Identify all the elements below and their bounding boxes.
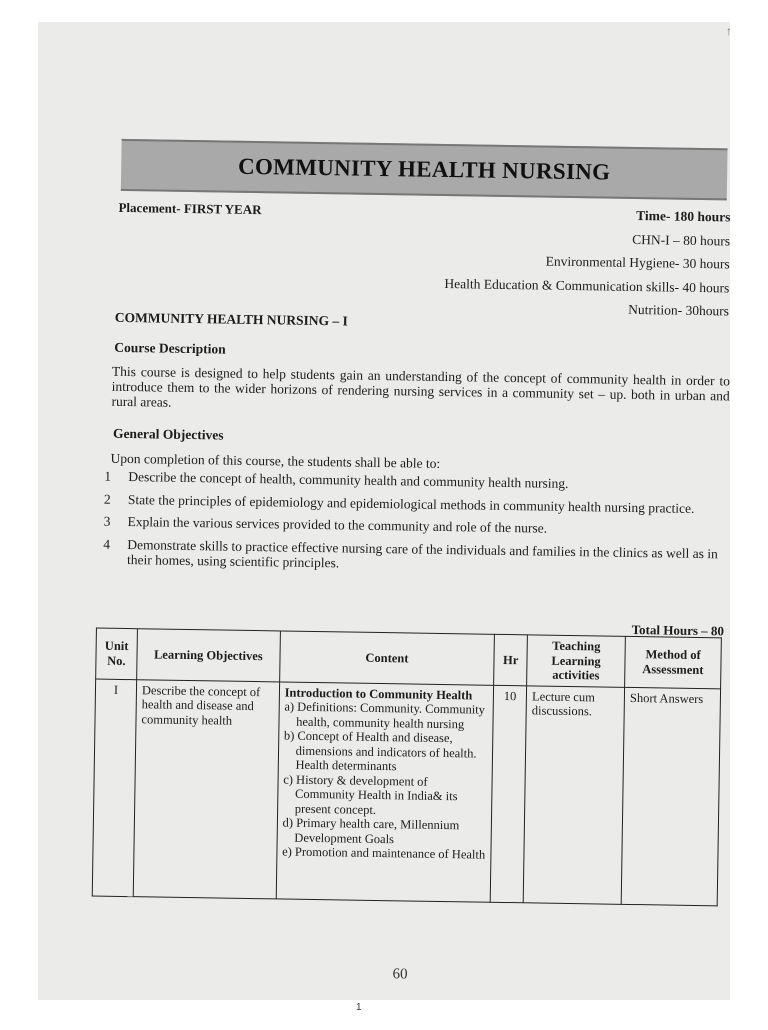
content-item: c) History & development of Community Health in India& its present concept. [283,772,458,817]
course-description-text: This course is designed to help students gain an understanding of the concept of community health in order to introduce them to the wider horizons of rendering nursing services in a community set – up. both in urban and rural areas. [111,363,731,410]
content-item: a) Definitions: Community. Community health, community health nursing [284,699,486,731]
objective-text: Explain the various services provided to the community and role of the nurse. [127,514,548,536]
course-table [92,628,722,906]
header-assessment: Method of Assessment [625,636,722,688]
environmental-hygiene-hours: Environmental Hygiene- 30 hours [545,253,730,272]
cell-objectives: Describe the concept of health and disease and community health [133,679,279,898]
cell-activities: Lecture cum discussions. [523,685,624,904]
objective-item [99,536,727,577]
content-item: d) Primary health care, Millennium Development Goals [282,815,460,846]
objective-number: 3 [103,513,111,529]
cell-hr: 10 [490,685,526,902]
objective-number: 2 [103,491,111,507]
header-hr: Hr [494,634,528,685]
general-objectives-heading: General Objectives [112,425,224,443]
health-education-hours: Health Education & Communication skills- 40 hours [444,275,730,295]
content-title: Introduction to Community Health [284,685,473,702]
header-teaching-activities: Teaching Learning activities [527,635,626,687]
objective-number: 1 [104,468,112,484]
objective-number: 4 [103,536,111,552]
chn1-hours: CHN-I – 80 hours [632,231,731,248]
total-time: Time- 180 hours [636,207,731,225]
cell-content [276,681,494,901]
page-number: 60 [392,966,408,983]
objective-text: Demonstrate skills to practice effective nursing care of the individuals and families in the clinics as well as in their homes, using scientific principles. [126,536,718,571]
objectives-list [99,469,729,584]
header-learning-objectives: Learning Objectives [137,629,280,682]
header-unit: Unit No. [96,628,138,679]
total-hours: Total Hours – 80 [631,621,725,639]
objective-item [100,514,728,539]
bottom-mark: 1 [356,1002,362,1013]
objective-text: Describe the concept of health, community health and community health nursing. [128,469,569,491]
objectives-intro: Upon completion of this course, the students shall be able to: [110,450,441,471]
corner-mark: ↑ [726,24,732,38]
hours-breakdown [444,201,731,323]
nutrition-hours: Nutrition- 30hours [628,301,730,319]
cell-unit: I [92,679,136,897]
objective-item [100,491,728,516]
placement-label: Placement- FIRST YEAR [118,199,262,218]
content-item: b) Concept of Health and disease, dimensions and indicators of health. Health determinants [283,728,477,774]
content-item: e) Promotion and maintenance of Health [282,844,486,862]
page-title: COMMUNITY HEALTH NURSING [237,153,611,185]
title-banner [121,139,728,201]
table-row [92,679,720,906]
cell-assessment: Short Answers [621,687,720,905]
header-content: Content [279,631,494,685]
course-description-heading: Course Description [114,339,226,357]
section-title: COMMUNITY HEALTH NURSING – I [114,309,348,329]
objective-text: State the principles of epidemiology and epidemiological methods in community health nursing practice. [127,491,695,516]
